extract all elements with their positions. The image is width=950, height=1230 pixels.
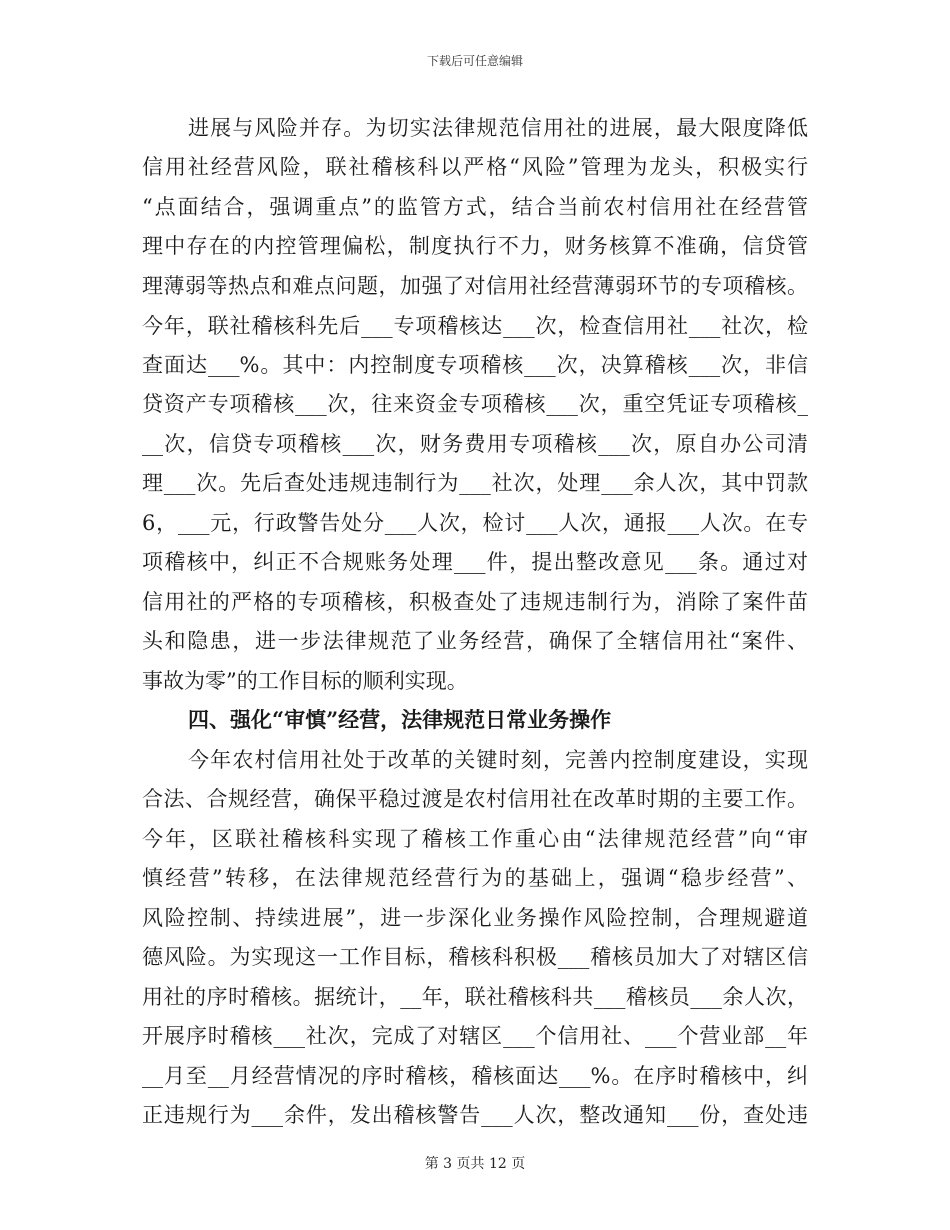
text-line: 理中存在的内控管理偏松，制度执行不力，财务核算不准确，信贷管 xyxy=(142,234,808,258)
text-line: 事故为零”的工作目标的顺利实现。 xyxy=(142,669,468,693)
text-line: 理___次。先后查处违规违制行为___社次，处理___余人次，其中罚款 xyxy=(142,471,808,495)
text-line: 合法、合规经营，确保平稳过渡是农村信用社在改革时期的主要工作。 xyxy=(142,787,808,811)
text-line: 进展与风险并存。为切实法律规范信用社的进展，最大限度降低 xyxy=(188,116,808,140)
text-line: 6，___元，行政警告处分___人次，检讨___人次，通报___人次。在专 xyxy=(142,511,808,535)
section-heading: 四、强化“审慎”经营，法律规范日常业务操作 xyxy=(188,707,612,732)
text-line: 德风险。为实现这一工作目标，稽核科积极___稽核员加大了对辖区信 xyxy=(142,945,808,969)
page-header: 下载后可任意编辑 xyxy=(426,54,523,68)
text-line: 头和隐患，进一步法律规范了业务经营，确保了全辖信用社“案件、 xyxy=(142,629,808,653)
text-line: 今年，区联社稽核科实现了稽核工作重心由“法律规范经营”向“审 xyxy=(142,827,808,851)
text-line: 理薄弱等热点和难点问题，加强了对信用社经营薄弱环节的专项稽核。 xyxy=(142,274,808,298)
text-line: 正违规行为___余件，发出稽核警告___人次，整改通知___份，查处违 xyxy=(142,1103,808,1127)
text-line: 查面达___%。其中：内控制度专项稽核___次，决算稽核___次，非信 xyxy=(142,353,808,377)
text-line: 信用社的严格的专项稽核，积极查处了违规违制行为，消除了案件苗 xyxy=(142,590,808,614)
text-line: 慎经营”转移，在法律规范经营行为的基础上，强调“稳步经营”、 xyxy=(142,866,808,890)
page-number-footer: 第 3 页共 12 页 xyxy=(424,1156,526,1172)
text-line: 今年，联社稽核科先后___专项稽核达___次，检查信用社___社次，检 xyxy=(142,314,808,338)
text-line: 贷资产专项稽核___次，往来资金专项稽核___次，重空凭证专项稽核_ xyxy=(142,392,808,416)
text-line: __次，信贷专项稽核___次，财务费用专项稽核___次，原自办公司清 xyxy=(142,432,808,456)
text-line: 项稽核中，纠正不合规账务处理___件，提出整改意见___条。通过对 xyxy=(142,550,808,574)
text-line: 开展序时稽核___社次，完成了对辖区___个信用社、___个营业部__年 xyxy=(142,1024,808,1048)
text-line: 信用社经营风险，联社稽核科以严格“风险”管理为龙头，积极实行 xyxy=(142,155,808,179)
text-line: “点面结合，强调重点”的监管方式，结合当前农村信用社在经营管 xyxy=(142,195,808,219)
text-line: 用社的序时稽核。据统计，__年，联社稽核科共___稽核员___余人次， xyxy=(142,985,808,1009)
text-line: 今年农村信用社处于改革的关键时刻，完善内控制度建设，实现 xyxy=(188,748,808,772)
text-line: __月至__月经营情况的序时稽核，稽核面达___%。在序时稽核中，纠 xyxy=(142,1064,808,1088)
text-line: 风险控制、持续进展”，进一步深化业务操作风险控制，合理规避道 xyxy=(142,906,808,930)
